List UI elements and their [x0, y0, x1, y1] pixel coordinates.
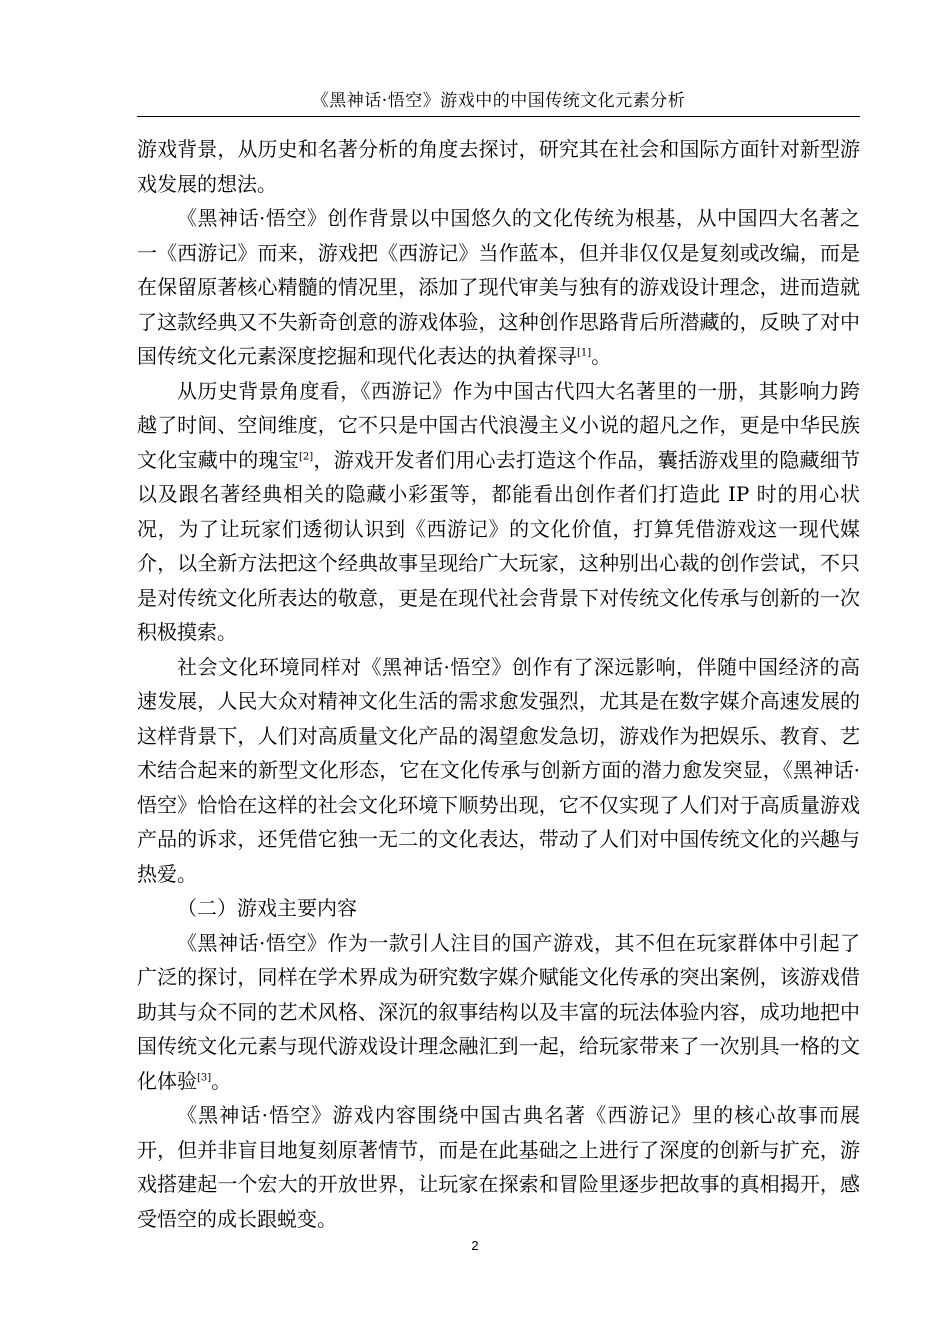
citation-ref-2: [2] [299, 450, 314, 462]
paragraph-text: 《黑神话·悟空》创作背景以中国悠久的文化传统为根基，从中国四大名著之一《西游记》而来，游戏把《西游记》当作蓝本，但并非仅仅是复刻或改编，而是在保留原著核心精髓的情况里，添加了现代审美与独有的游戏设计理念，进而造就了这款经典又不失新奇创意的游戏体验，这种创作思路背后所潜藏的，反映了对中国传统文化元素深度挖掘和现代化表达的执着探寻 [137, 206, 860, 368]
running-header-title: 《黑神话·悟空》游戏中的中国传统文化元素分析 [311, 91, 686, 111]
citation-ref-3: [3] [197, 1071, 212, 1083]
body-text [137, 132, 860, 1236]
paragraph-social-environment: 社会文化环境同样对《黑神话·悟空》创作有了深远影响，伴随中国经济的高速发展，人民大众对精神文化生活的需求愈发强烈，尤其是在数字媒介高速发展的这样背景下，人们对高质量文化产品的渴望愈发急切，游戏作为把娱乐、教育、艺术结合起来的新型文化形态，它在文化传承与创新方面的潜力愈发突显，《黑神话·悟空》恰恰在这样的社会文化环境下顺势出现，它不仅实现了人们对于高质量游戏产品的诉求，还凭借它独一无二的文化表达，带动了人们对中国传统文化的兴趣与热爱。 [137, 654, 860, 886]
paragraph-continuation: 游戏背景，从历史和名著分析的角度去探讨，研究其在社会和国际方面针对新型游戏发展的想法。 [137, 137, 860, 196]
paragraph-historical-background [137, 374, 860, 650]
paragraph-text-end: 。 [211, 1068, 232, 1093]
paragraph-text: 从历史背景角度看，《西游记》作为中国古代四大名著里的一册，其影响力跨越了时间、空间维度，它不只是中国古代浪漫主义小说的超凡之作，更是中华民族文化宝藏中的瑰宝 [137, 378, 860, 472]
header-rule [137, 116, 860, 117]
paragraph-creation-background [137, 201, 860, 374]
paragraph-text-rest: ，游戏开发者们用心去打造这个作品，囊括游戏里的隐藏细节以及跟名著经典相关的隐藏小彩蛋等，都能看出创作者们打造此 IP 时的用心状况，为了让玩家们透彻认识到《西游记》的文化价值，打算凭借游戏这一现代媒介，以全新方法把这个经典故事呈现给广大玩家，这种别出心裁的创作尝试，不只是对传统文化所表达的敬意，更是在现代社会背景下对传统文化传承与创新的一次积极摸索。 [137, 447, 861, 644]
citation-ref-1: [1] [577, 347, 592, 359]
paragraph-text: 《黑神话·悟空》作为一款引人注目的国产游戏，其不但在玩家群体中引起了广泛的探讨，同样在学术界成为研究数字媒介赋能文化传承的突出案例，该游戏借助其与众不同的艺术风格、深沉的叙事结构以及丰富的玩法体验内容，成功地把中国传统文化元素与现代游戏设计理念融汇到一起，给玩家带来了一次别具一格的文化体验 [137, 930, 860, 1093]
page-number: 2 [471, 1238, 479, 1253]
paragraph-text-end: 。 [591, 344, 612, 368]
paragraph-game-content: 《黑神话·悟空》游戏内容围绕中国古典名著《西游记》里的核心故事而展开，但并非盲目地复刻原著情节，而是在此基础之上进行了深度的创新与扩充，游戏搭建起一个宏大的开放世界，让玩家在探索和冒险里逐步把故事的真相揭开，感受悟空的成长跟蜕变。 [137, 1103, 860, 1231]
paragraph-game-overview [137, 926, 860, 1099]
section-heading: （二）游戏主要内容 [177, 896, 357, 920]
